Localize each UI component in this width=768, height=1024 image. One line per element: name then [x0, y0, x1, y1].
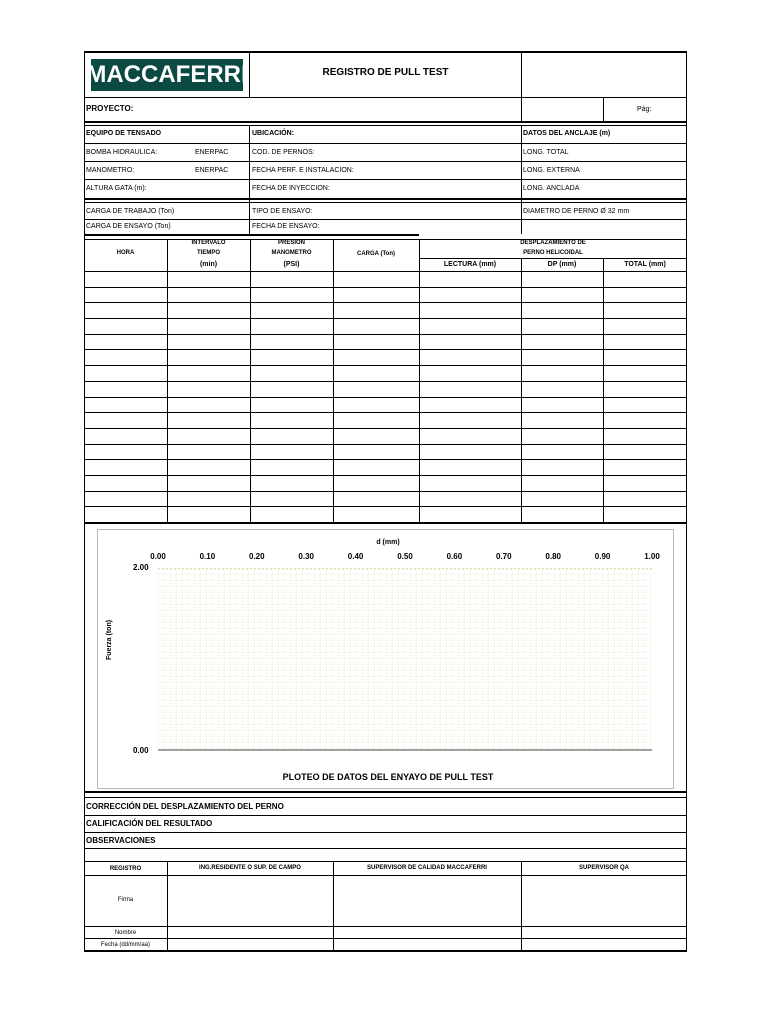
fecha-label: Fecha (dd/mm/aa) [100, 942, 151, 948]
table-row [84, 412, 687, 413]
col-intervalo-line1: INTERVALO [191, 240, 226, 246]
x-tick-label: 0.20 [249, 552, 265, 561]
observaciones-label: OBSERVACIONES [86, 836, 156, 845]
manometro-value: ENERPAC [195, 167, 229, 174]
carga-trabajo-label: CARGA DE TRABAJO (Ton) [86, 208, 175, 215]
manometro-label: MANOMETRO: [86, 167, 135, 174]
table-row [84, 397, 687, 398]
x-tick-label: 0.50 [397, 552, 413, 561]
x-tick-label: 0.10 [199, 552, 216, 561]
x-tick-label: 0.70 [496, 552, 512, 561]
ing-residente-label: ING.RESIDENTE O SUP. DE CAMPO [199, 865, 301, 871]
registro-label: REGISTRO [109, 866, 142, 872]
col-presion-unit: (PSI) [283, 261, 300, 268]
y-tick-label: 0.00 [133, 746, 149, 755]
table-row [84, 444, 687, 445]
table-row [84, 491, 687, 492]
x-tick-label: 0.90 [594, 552, 611, 561]
col-presion-line2: MANOMETRO [271, 250, 312, 256]
col-carga: CARGA (Ton) [357, 251, 395, 257]
ubicacion-label: UBICACIÓN: [252, 130, 294, 137]
nombre-label: Nombre [114, 930, 137, 936]
firma-label: Firma [117, 897, 134, 903]
col-hora: HORA [116, 250, 135, 256]
table-row [84, 365, 687, 366]
col-presion-line1: PRESION [277, 240, 305, 246]
supervisor-qa-label: SUPERVISOR QA [579, 865, 629, 871]
chart-plot-area [158, 568, 652, 751]
page-title: REGISTRO DE PULL TEST [322, 67, 449, 78]
cod-pernos-label: COD. DE PERNOS: [252, 149, 315, 156]
correccion-label: CORRECCIÓN DEL DESPLAZAMIENTO DEL PERNO [86, 802, 284, 811]
table-row [84, 506, 687, 507]
x-tick-label: 0.60 [446, 552, 463, 561]
calificacion-label: CALIFICACIÓN DEL RESULTADO [86, 819, 213, 828]
chart-xlabel: d (mm) [376, 539, 400, 546]
table-row [84, 334, 687, 335]
table-row [84, 302, 687, 303]
long-externa-label: LONG. EXTERNA [523, 167, 580, 174]
fecha-ensayo-label: FECHA DE ENSAYO: [252, 223, 320, 230]
x-tick-label: 1.00 [644, 552, 660, 561]
table-row [84, 349, 687, 350]
x-tick-label: 0.00 [150, 552, 166, 561]
bomba-value: ENERPAC [195, 149, 229, 156]
long-anclada-label: LONG. ANCLADA [523, 185, 580, 192]
carga-ensayo-label: CARGA DE ENSAYO (Ton) [86, 223, 171, 230]
table-row [84, 428, 687, 429]
table-row [84, 459, 687, 460]
y-tick-label: 2.00 [133, 563, 149, 572]
proyecto-label: PROYECTO: [86, 104, 134, 113]
col-desplazamiento-line2: PERNO HELICOIDAL [523, 250, 583, 256]
fecha-inyeccion-label: FECHA DE INYECCION: [252, 185, 330, 192]
col-desplazamiento-line1: DESPLAZAMIENTO DE [520, 240, 586, 246]
altura-gata-label: ALTURA GATA (m): [86, 185, 147, 192]
pag-label: Pág: [637, 106, 652, 113]
maccaferri-logo: MACCAFERRI [91, 59, 243, 91]
form-right-border [686, 51, 687, 951]
table-row [84, 318, 687, 319]
form-left-border [84, 51, 85, 951]
x-tick-label: 0.80 [545, 552, 561, 561]
equipo-tensado-label: EQUIPO DE TENSADO [86, 130, 162, 137]
fecha-perf-label: FECHA PERF. E INSTALACION: [252, 167, 354, 174]
chart-ylabel: Fuerza (ton) [106, 619, 113, 660]
diametro-perno-label: DIAMETRO DE PERNO Ø 32 mm [523, 208, 630, 215]
table-row [84, 475, 687, 476]
datos-anclaje-label: DATOS DEL ANCLAJE (m) [523, 130, 611, 137]
bomba-label: BOMBA HIDRAULICA: [86, 149, 158, 156]
col-intervalo-line2: TIEMPO [196, 250, 220, 256]
chart-title: PLOTEO DE DATOS DEL ENYAYO DE PULL TEST [282, 772, 494, 782]
long-total-label: LONG. TOTAL [523, 149, 569, 156]
table-row [84, 381, 687, 382]
table-row [84, 271, 687, 272]
table-row [84, 287, 687, 288]
supervisor-calidad-label: SUPERVISOR DE CALIDAD MACCAFERRI [367, 865, 487, 871]
col-intervalo-unit: (min) [199, 261, 218, 268]
col-lectura: LECTURA (mm) [443, 261, 497, 268]
x-tick-label: 0.30 [298, 552, 314, 561]
col-total: TOTAL (mm) [624, 261, 666, 268]
tipo-ensayo-label: TIPO DE ENSAYO: [252, 208, 313, 215]
col-dp: DP (mm) [547, 261, 577, 268]
x-tick-label: 0.40 [347, 552, 364, 561]
